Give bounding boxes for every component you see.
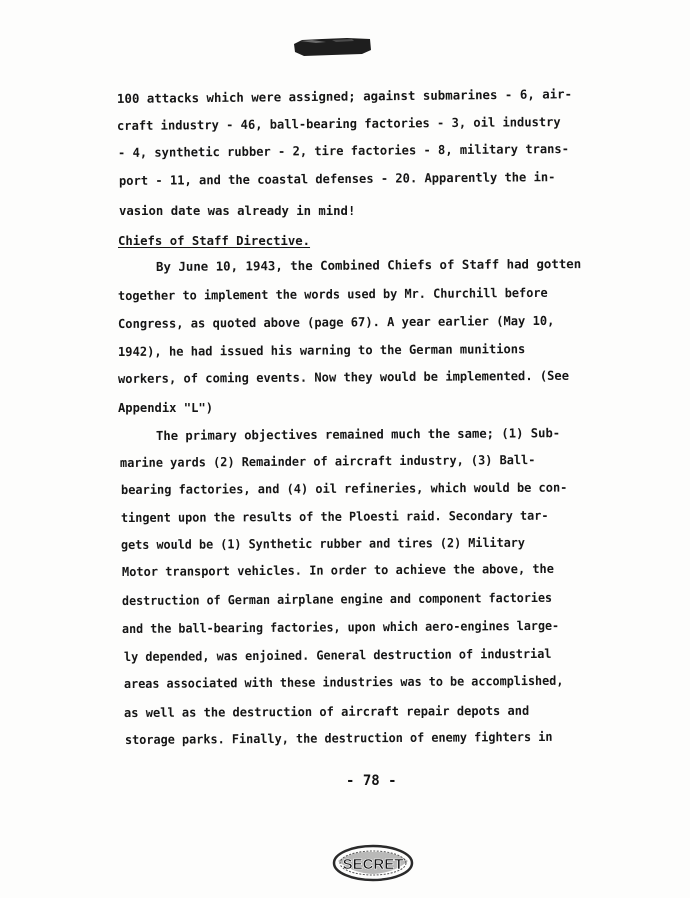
text-line: workers, of coming events. Now they would be implemented. (See — [117, 367, 569, 386]
text-line: Congress, as quoted above (page 67). A year earlier (May 10, — [117, 312, 555, 331]
text-line: as well as the destruction of aircraft repair depots and — [123, 702, 530, 720]
text-line: gets would be (1) Synthetic rubber and tires (2) Military — [120, 534, 525, 552]
redaction-mark — [292, 36, 372, 58]
text-line: destruction of German airplane engine and component factories — [121, 589, 553, 608]
text-line: - 4, synthetic rubber - 2, tire factories - 8, military trans- — [117, 140, 569, 160]
text-line: bearing factories, and (4) oil refineries, which would be con- — [120, 479, 568, 497]
text-line: ly depended, was enjoined. General destruction of industrial — [123, 645, 552, 664]
text-line: Motor transport vehicles. In order to achieve the above, the — [121, 560, 554, 579]
text-line: tingent upon the results of the Ploesti raid. Secondary tar- — [120, 507, 549, 525]
svg-text:SECRET: SECRET — [342, 856, 404, 873]
text-line: craft industry - 46, ball-bearing factories - 3, oil industry — [116, 114, 561, 133]
text-line: vasion date was already in mind! — [119, 203, 356, 218]
text-line: storage parks. Finally, the destruction of enemy fighters in — [124, 728, 553, 747]
text-line: areas associated with these industries was to be accomplished, — [123, 672, 564, 691]
text-line: marine yards (2) Remainder of aircraft industry, (3) Ball- — [119, 451, 536, 470]
text-line: Appendix "L") — [118, 400, 214, 415]
text-line: 1942), he had issued his warning to the German munitions — [117, 341, 526, 359]
text-line: together to implement the words used by Mr. Churchill before — [117, 284, 548, 303]
text-line: The primary objectives remained much the same; (1) Sub- — [155, 425, 561, 443]
secret-stamp — [332, 843, 414, 883]
section-heading: Chiefs of Staff Directive. — [118, 233, 311, 248]
text-line: port - 11, and the coastal defenses - 20. Apparently the in- — [118, 169, 556, 188]
text-line: 100 attacks which were assigned; against submarines - 6, air- — [116, 86, 573, 106]
page-number: - 78 - — [346, 773, 397, 789]
text-line: and the ball-bearing factories, upon which aero-engines large- — [121, 617, 560, 636]
text-line: By June 10, 1943, the Combined Chiefs of Staff had gotten — [155, 256, 582, 274]
